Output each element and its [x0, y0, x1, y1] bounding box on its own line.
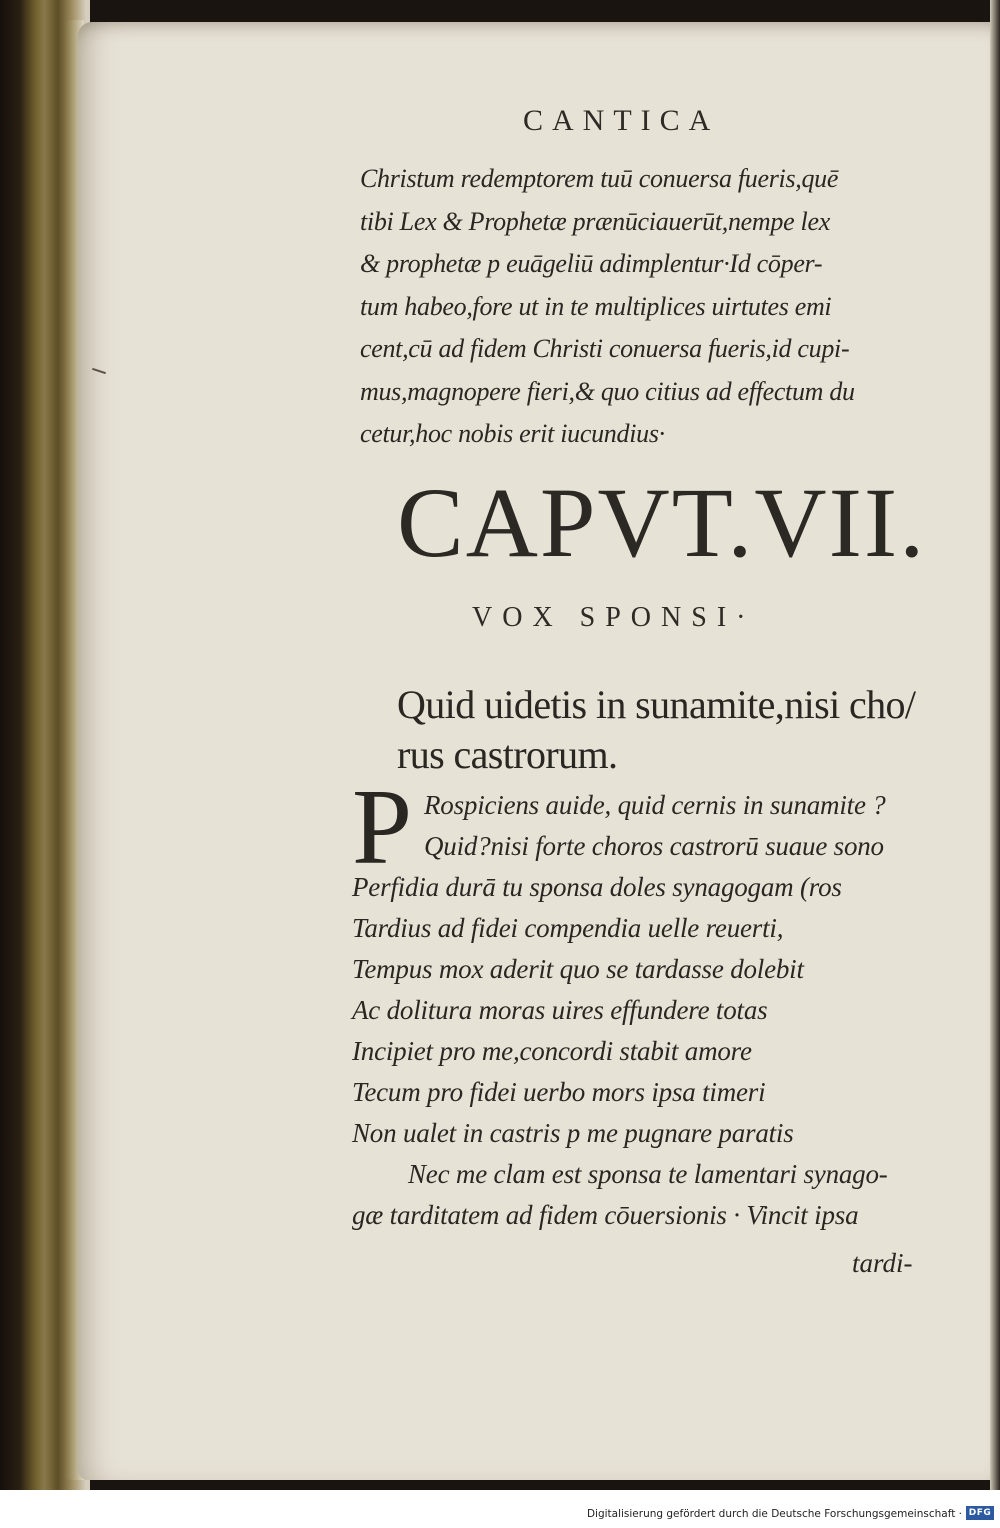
verse-line: Nec me clam est sponsa te lamentari synago- [408, 1159, 888, 1189]
catchword: tardi- [852, 1248, 913, 1278]
drop-cap: P [352, 768, 413, 887]
footer-credit: Digitalisierung gefördert durch die Deutsche Forschungsgemeinschaft · [586, 1508, 962, 1520]
verse-block [352, 785, 888, 1236]
verse-line: Ac dolitura moras uires effundere totas [352, 995, 768, 1025]
verse-line: Rospiciens auide, quid cernis in sunamite ? [424, 790, 886, 820]
prose-line: cetur,hoc nobis erit iucundius· [360, 419, 665, 448]
verse-line: Quid?nisi forte choros castrorū suaue sono [424, 831, 884, 861]
verse-line: gæ tarditatem ad fidem cōuersionis · Vincit ipsa [352, 1200, 859, 1230]
verse-line: Tecum pro fidei uerbo mors ipsa timeri [352, 1077, 766, 1107]
verse-line: Perfidia durā tu sponsa doles synagogam (ros [352, 872, 842, 902]
speaker-heading: VOX SPONSI· [472, 602, 756, 633]
prose-line: tibi Lex & Prophetæ prænūciauerūt,nempe lex [360, 206, 830, 236]
lead-verse [397, 680, 915, 780]
lead-line: Quid uidetis in sunamite,nisi cho/ [397, 682, 916, 727]
verse-line: Tempus mox aderit quo se tardasse dolebit [352, 954, 804, 984]
book-right-edge [990, 0, 1000, 1490]
verse-line: Non ualet in castris p me pugnare paratis [352, 1118, 794, 1148]
prose-line: Christum redemptorem tuū conuersa fueris,quē [360, 164, 839, 193]
verse-line: Tardius ad fidei compendia uelle reuerti, [352, 913, 784, 943]
verse-line: Incipiet pro me,concordi stabit amore [352, 1036, 752, 1066]
lead-line: rus castrorum. [397, 732, 618, 777]
chapter-heading: CAPVT.VII. [397, 467, 927, 578]
prose-line: & prophetæ p euāgeliū adimplentur·Id cōper- [360, 249, 823, 278]
dfg-logo-icon: DFG [966, 1506, 994, 1520]
prose-line: tum habeo,fore ut in te multiplices uirtutes emi [360, 291, 832, 321]
running-head: CANTICA [523, 104, 720, 137]
prose-block [360, 158, 940, 456]
prose-line: cent,cū ad fidem Christi conuersa fueris,id cupi- [360, 334, 850, 363]
prose-line: mus,magnopere fieri,& quo citius ad effectum du [360, 376, 855, 406]
